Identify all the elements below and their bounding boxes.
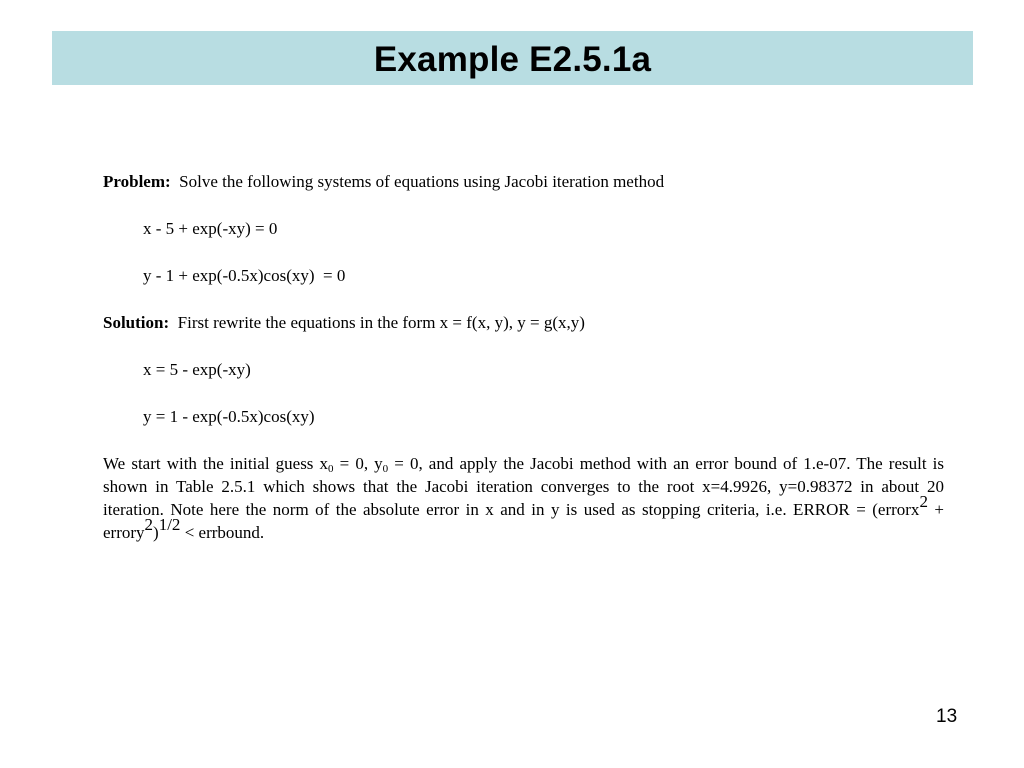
page-number: 13 bbox=[936, 706, 958, 727]
rewrite-2: y = 1 - exp(-0.5x)cos(xy) bbox=[143, 407, 315, 426]
solution-label: Solution: bbox=[103, 313, 170, 332]
paragraph-part: = 0, and apply the Jacobi method with an error bound of 1.e-07. The result is shown in Table 2.5.1 which shows that the Jacobi iteration converges to the root x=4.9926, y=0.98372 in about 20 iteration. Note here the norm of the absolute error in x and in y is used as stopping criteria, i.e. ERROR = (errorx bbox=[103, 454, 944, 519]
superscript: 1/2 bbox=[158, 515, 181, 534]
paragraph-part: ) bbox=[153, 523, 159, 542]
problem-text: Solve the following systems of equations using Jacobi iteration method bbox=[179, 172, 665, 191]
superscript: 2 bbox=[919, 492, 928, 511]
solution-text: First rewrite the equations in the form x = f(x, y), y = g(x,y) bbox=[177, 313, 585, 332]
subscript: 0 bbox=[328, 463, 334, 475]
equation-2: y - 1 + exp(-0.5x)cos(xy) = 0 bbox=[143, 266, 346, 285]
paragraph-part: < errbound. bbox=[180, 523, 265, 542]
problem-line bbox=[103, 170, 944, 193]
paragraph-part: = 0, y bbox=[333, 454, 383, 473]
paragraph-part: We start with the initial guess x bbox=[103, 454, 329, 473]
solution-line bbox=[103, 311, 944, 334]
paragraph-part: + errory bbox=[103, 500, 944, 542]
slide-content bbox=[103, 170, 944, 544]
title-bar bbox=[52, 31, 973, 85]
superscript: 2 bbox=[144, 515, 154, 534]
rewrite-1: x = 5 - exp(-xy) bbox=[143, 360, 251, 379]
explanation-paragraph bbox=[103, 452, 944, 544]
slide-title: Example E2.5.1a bbox=[373, 40, 652, 79]
subscript: 0 bbox=[382, 463, 389, 475]
equation-1: x - 5 + exp(-xy) = 0 bbox=[143, 219, 278, 238]
problem-label: Problem: bbox=[103, 172, 171, 191]
